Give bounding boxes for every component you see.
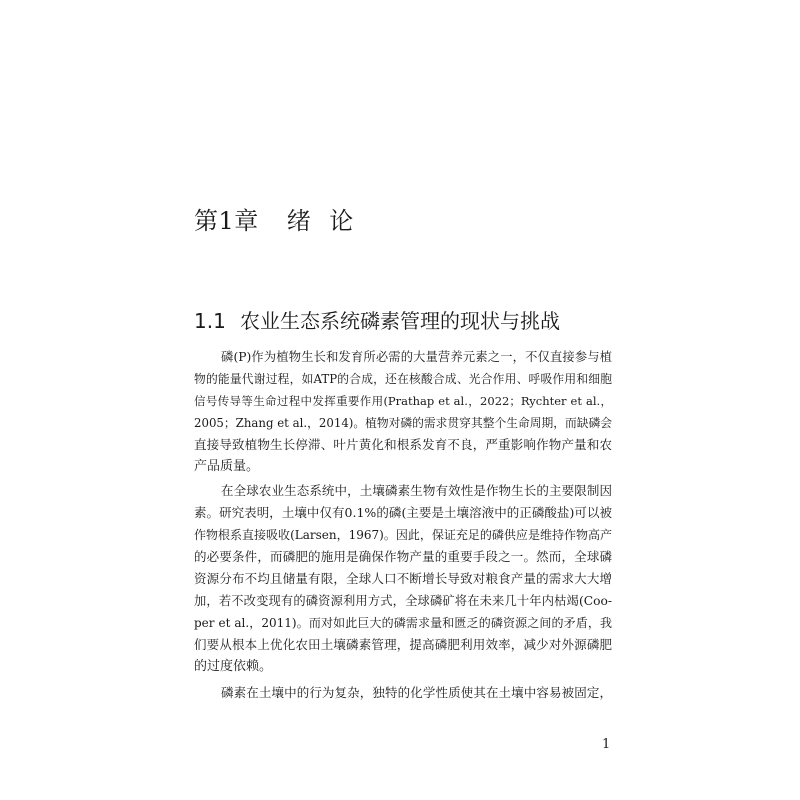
paragraph-2-line-8: 们要从根本上优化农田土壤磷素管理，提高磷肥利用效率，减少对外源磷肥	[194, 637, 612, 652]
paragraph-1-line-4: 2005；Zhang et al.，2014)。植物对磷的需求贯穿其整个生命周期，而缺磷会	[194, 416, 612, 430]
paragraph-1-line-3: 信号传导等生命过程中发挥重要作用(Prathap et al.，2022；Rychter et al.，	[194, 394, 612, 408]
page-number: 1	[602, 737, 611, 752]
paragraph-1-line-6: 产品质量。	[194, 459, 260, 474]
paragraph-2-line-5: 资源分布不均且储量有限，全球人口不断增长导致对粮食产量的需求大大增	[194, 571, 612, 586]
paragraph-2-line-9: 的过度依赖。	[194, 659, 273, 674]
section-heading	[194, 306, 560, 336]
paragraph-2-line-3: 作物根系直接吸收(Larsen，1967)。因此，保证充足的磷供应是维持作物高产	[194, 528, 612, 542]
paragraph-1-line-1: 磷(P)作为植物生长和发育所必需的大量营养元素之一，不仅直接参与植	[221, 350, 612, 364]
chapter-word-1: 绪	[286, 207, 312, 235]
chapter-title	[194, 203, 354, 239]
paragraph-3-line-1: 磷素在土壤中的行为复杂，独特的化学性质使其在土壤中容易被固定，	[221, 685, 612, 700]
section-title: 农业生态系统磷素管理的现状与挑战	[240, 309, 560, 333]
section-number: 1.1	[194, 309, 226, 333]
chapter-label: 第1章	[194, 207, 259, 235]
paragraph-2-line-7: per et al.，2011)。而对如此巨大的磷需求量和匮乏的磷资源之间的矛盾，我	[194, 616, 612, 630]
paragraph-2-line-1: 在全球农业生态系统中，土壤磷素生物有效性是作物生长的主要限制因	[221, 483, 612, 498]
paragraph-1-line-2: 物的能量代谢过程，如ATP的合成，还在核酸合成、光合作用、呼吸作用和细胞	[194, 372, 612, 386]
paragraph-2-line-6: 加，若不改变现有的磷资源利用方式，全球磷矿将在未来几十年内枯竭(Coo-	[194, 594, 612, 608]
paragraph-2-line-2: 素。研究表明，土壤中仅有0.1%的磷(主要是土壤溶液中的正磷酸盐)可以被	[194, 505, 612, 520]
paragraph-2-line-4: 的必要条件，而磷肥的施用是确保作物产量的重要手段之一。然而，全球磷	[194, 549, 612, 564]
paragraph-1-line-5: 直接导致植物生长停滞、叶片黄化和根系发育不良，严重影响作物产量和农	[194, 437, 612, 452]
chapter-word-2: 论	[329, 207, 354, 235]
